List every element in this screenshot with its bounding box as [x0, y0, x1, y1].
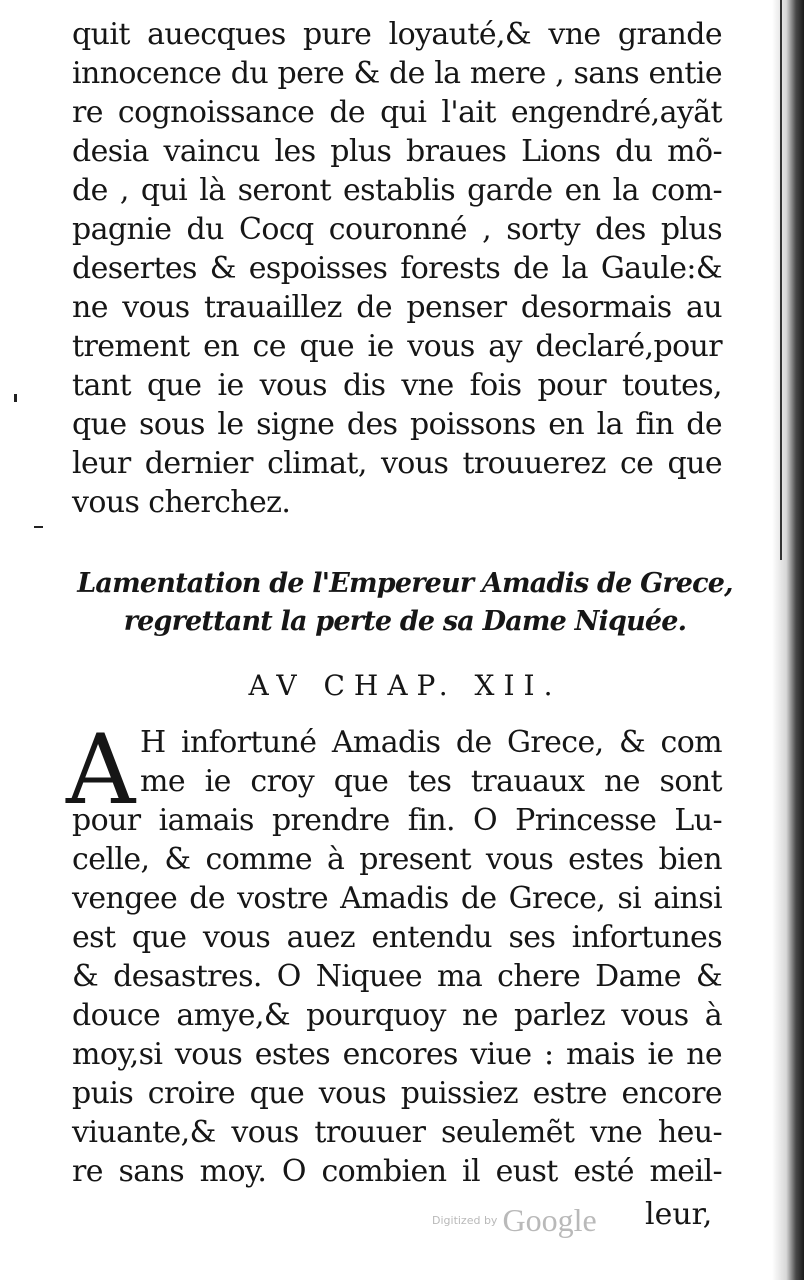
scan-mark	[14, 394, 17, 402]
text-line: moy,si vous estes encores viue : mais ie ne	[72, 1037, 722, 1072]
text-line: & desastres. O Niquee ma chere Dame &	[72, 959, 722, 994]
text-line: ne vous trauaillez de penser desormais au	[72, 290, 722, 325]
text-line: vous cherchez.	[72, 485, 291, 520]
chapter-heading-line: Lamentation de l'Empereur Amadis de Grece,	[77, 568, 733, 599]
text-line: viuante,& vous trouuer seulemẽt vne heu-	[72, 1115, 722, 1150]
text-line: pagnie du Cocq couronné , sorty des plus	[72, 212, 722, 247]
text-line: pour iamais prendre fin. O Princesse Lu-	[72, 803, 722, 838]
catchword: leur,	[645, 1197, 713, 1232]
text-line: tant que ie vous dis vne fois pour toutes,	[72, 368, 722, 403]
text-line: innocence du pere & de la mere , sans entie	[72, 56, 722, 91]
drop-cap: A	[66, 714, 136, 826]
binding-shadow	[772, 0, 804, 1280]
text-line: de , qui là seront establis garde en la com-	[72, 173, 722, 208]
chapter-number: AV CHAP. XII.	[248, 669, 562, 702]
text-line: desertes & espoisses forests de la Gaule:&	[72, 251, 722, 286]
text-line: me ie croy que tes trauaux ne sont	[140, 764, 722, 799]
scan-mark	[34, 526, 43, 528]
watermark-prefix: Digitized by	[432, 1214, 498, 1227]
text-line: vengee de vostre Amadis de Grece, si ainsi	[72, 881, 722, 916]
watermark-brand: Google	[502, 1202, 597, 1238]
text-line: que sous le signe des poissons en la fin de	[72, 407, 722, 442]
text-line: trement en ce que ie vous ay declaré,pour	[72, 329, 722, 364]
text-line: re cognoissance de qui l'ait engendré,ayãt	[72, 95, 722, 130]
text-line: celle, & comme à present vous estes bien	[72, 842, 722, 877]
text-line: leur dernier climat, vous trouuerez ce que	[72, 446, 722, 481]
binding-edge	[780, 0, 782, 560]
text-line: est que vous auez entendu ses infortunes	[72, 920, 722, 955]
chapter-heading-line: regrettant la perte de sa Dame Niquée.	[123, 606, 687, 637]
text-line: puis croire que vous puissiez estre encore	[72, 1076, 722, 1111]
text-line: quit auecques pure loyauté,& vne grande	[72, 17, 722, 52]
text-line: douce amye,& pourquoy ne parlez vous à	[72, 998, 722, 1033]
text-line: H infortuné Amadis de Grece, & com	[140, 725, 722, 760]
text-line: re sans moy. O combien il eust esté meil-	[72, 1154, 722, 1189]
text-line: desia vaincu les plus braues Lions du mõ-	[72, 134, 722, 169]
digitized-watermark	[432, 1202, 597, 1239]
